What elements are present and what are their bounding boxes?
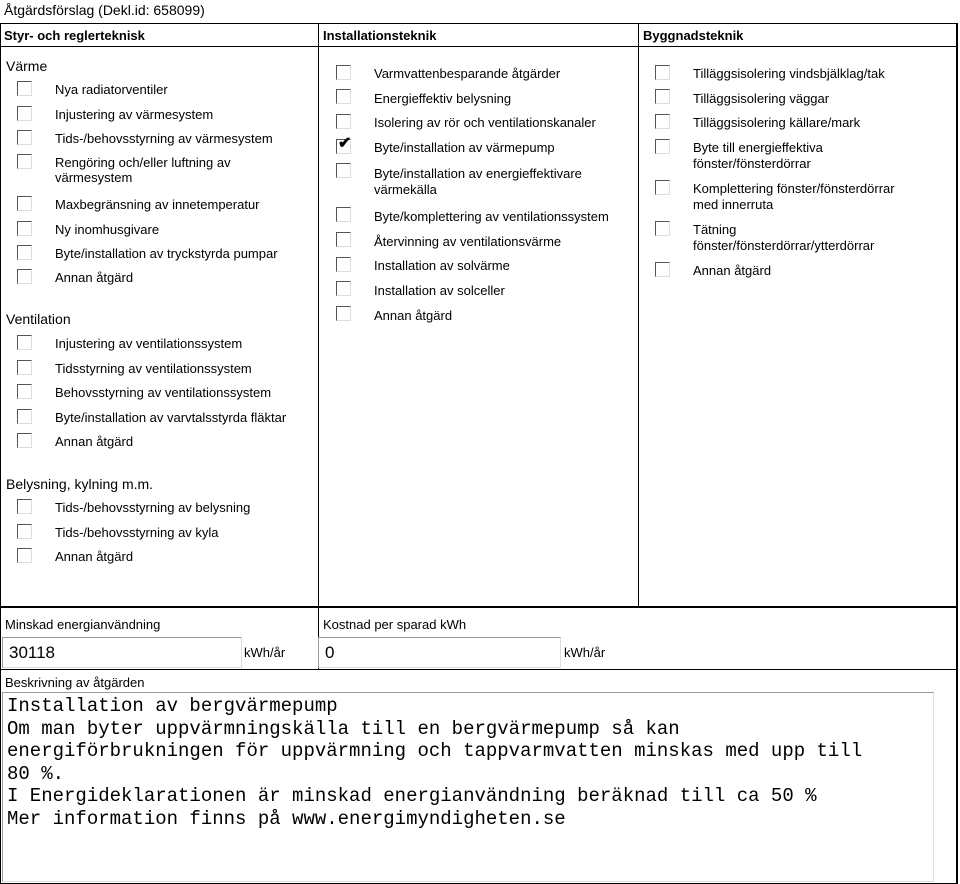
measure-label: Maxbegränsning av innetemperatur (55, 197, 260, 212)
measure-checkbox-checked[interactable] (336, 135, 352, 154)
measure-checkbox[interactable] (336, 89, 351, 104)
measure-checkbox[interactable] (336, 306, 351, 321)
measure-label: Energieffektiv belysning (374, 91, 512, 106)
measure-label: Tidsstyrning av ventilationssystem (55, 361, 252, 376)
measure-checkbox[interactable] (17, 269, 32, 284)
measure-checkbox[interactable] (655, 139, 670, 154)
measure-checkbox[interactable] (336, 281, 351, 296)
measure-label: Annan åtgärd (693, 263, 772, 278)
measure-label: Isolering av rör och ventilationskanaler (374, 115, 596, 130)
measure-checkbox[interactable] (336, 65, 351, 80)
measure-checkbox[interactable] (655, 262, 670, 277)
measure-checkbox[interactable] (17, 130, 32, 145)
measure-label: Annan åtgärd (55, 270, 134, 285)
measure-checkbox[interactable] (655, 114, 670, 129)
measure-checkbox[interactable] (17, 81, 32, 96)
measure-label: Tids-/behovsstyrning av värmesystem (55, 131, 273, 146)
header-divider (0, 46, 958, 47)
energy-reduction-label: Minskad energianvändning (5, 617, 161, 632)
measure-label: Annan åtgärd (55, 549, 134, 564)
measure-checkbox[interactable] (17, 409, 32, 424)
measure-checkbox[interactable] (17, 360, 32, 375)
measure-label: Annan åtgärd (374, 308, 453, 323)
measure-label: Byte/installation av energieffektivare värmekälla (374, 166, 582, 197)
measure-checkbox[interactable] (17, 524, 32, 539)
measure-checkbox[interactable] (17, 245, 32, 260)
measure-label: Tilläggsisolering väggar (693, 91, 830, 106)
measure-label: Tätning fönster/fönsterdörrar/ytterdörrar (693, 222, 875, 253)
measure-label: Byte/installation av varvtalsstyrda fläktar (55, 410, 287, 425)
measure-checkbox[interactable] (17, 106, 32, 121)
measure-label: Återvinning av ventilationsvärme (374, 234, 562, 249)
measure-label: Ny inomhusgivare (55, 222, 160, 237)
description-label: Beskrivning av åtgärden (5, 675, 145, 690)
column-header-building: Byggnadsteknik (643, 28, 744, 43)
column-header-installation: Installationsteknik (323, 28, 437, 43)
measure-checkbox[interactable] (17, 154, 32, 169)
cost-per-kwh-field[interactable]: 0 (318, 637, 561, 668)
measure-checkbox[interactable] (336, 114, 351, 129)
measure-checkbox[interactable] (336, 232, 351, 247)
measure-checkbox[interactable] (655, 65, 670, 80)
measure-checkbox[interactable] (336, 257, 351, 272)
measure-label: Komplettering fönster/fönsterdörrar med innerruta (693, 181, 895, 212)
section-divider (0, 607, 958, 608)
measure-checkbox[interactable] (655, 221, 670, 236)
cost-per-kwh-label: Kostnad per sparad kWh (323, 617, 467, 632)
measure-label: Tilläggsisolering vindsbjälklag/tak (693, 66, 885, 81)
energy-reduction-unit: kWh/år (244, 645, 286, 660)
measure-label: Byte/installation av värmepump (374, 140, 555, 155)
document-title: Åtgärdsförslag (Dekl.id: 658099) (4, 2, 205, 18)
measure-checkbox[interactable] (336, 207, 351, 222)
description-field[interactable]: Installation av bergvärmepump Om man byter uppvärmningskälla till en bergvärmepump så kan energiförbrukningen för uppvärmning och tappvarmvatten minskas med upp till 80 %. I Energideklarationen är minskad energianvändning beräknad till ca 50 % Mer information finns på www.energimyndigheten.se (2, 692, 934, 882)
measure-checkbox[interactable] (17, 548, 32, 563)
measure-label: Tids-/behovsstyrning av belysning (55, 500, 251, 515)
column-divider (638, 23, 639, 607)
section-label-ventilation: Ventilation (6, 311, 71, 327)
measure-label: Installation av solvärme (374, 258, 510, 273)
checkmark-icon: ✔ (338, 135, 352, 152)
measure-checkbox[interactable] (17, 196, 32, 211)
column-divider (318, 23, 319, 607)
measure-label: Rengöring och/eller luftning av värmesystem (55, 155, 231, 185)
measure-checkbox[interactable] (17, 221, 32, 236)
measure-label: Installation av solceller (374, 283, 505, 298)
section-label-lighting-cooling: Belysning, kylning m.m. (6, 476, 154, 492)
measure-checkbox[interactable] (17, 384, 32, 399)
measure-label: Varmvattenbesparande åtgärder (374, 66, 561, 81)
measure-label: Nya radiatorventiler (55, 82, 168, 97)
measure-label: Tilläggsisolering källare/mark (693, 115, 861, 130)
measure-label: Annan åtgärd (55, 434, 134, 449)
measure-checkbox[interactable] (17, 335, 32, 350)
measure-label: Injustering av ventilationssystem (55, 336, 243, 351)
measure-checkbox[interactable] (336, 163, 351, 178)
measure-checkbox[interactable] (17, 499, 32, 514)
cost-per-kwh-unit: kWh/år (564, 645, 606, 660)
measure-label: Injustering av värmesystem (55, 107, 214, 122)
section-label-heating: Värme (6, 58, 48, 74)
measure-label: Tids-/behovsstyrning av kyla (55, 525, 219, 540)
column-header-control: Styr- och reglerteknisk (4, 28, 145, 43)
measure-label: Byte/installation av tryckstyrda pumpar (55, 246, 278, 261)
measure-label: Byte till energieffektiva fönster/fönsterdörrar (693, 140, 823, 171)
field-divider (0, 669, 958, 670)
measure-checkbox[interactable] (17, 433, 32, 448)
measure-checkbox[interactable] (655, 89, 670, 104)
energy-reduction-field[interactable]: 30118 (2, 637, 242, 668)
measure-label: Behovsstyrning av ventilationssystem (55, 385, 272, 400)
measure-checkbox[interactable] (655, 180, 670, 195)
measure-label: Byte/komplettering av ventilationssystem (374, 209, 609, 224)
